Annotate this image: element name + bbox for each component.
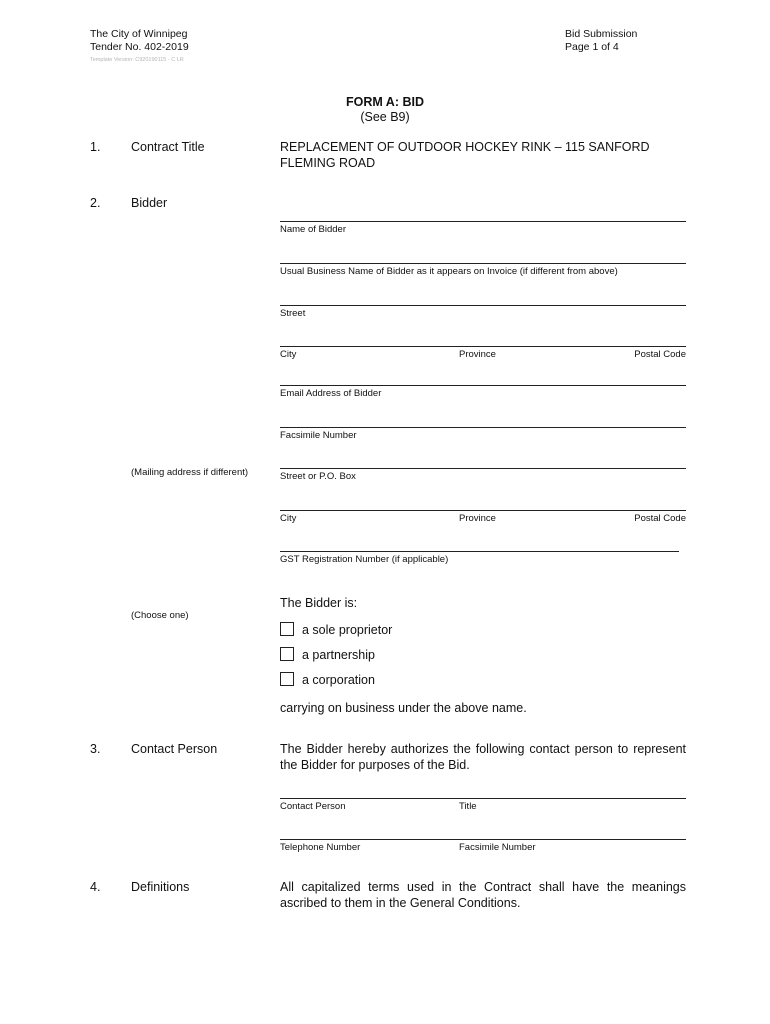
section-3-number: 3. bbox=[90, 742, 101, 756]
section-4-label: Definitions bbox=[131, 880, 190, 894]
title-label: Title bbox=[459, 801, 477, 812]
contact-person-title-field[interactable] bbox=[280, 798, 686, 799]
definitions-text: All capitalized terms used in the Contract shall have the meanings ascribed to them in the General Conditions. bbox=[280, 880, 686, 910]
section-2-label: Bidder bbox=[131, 196, 168, 210]
name-of-bidder-label: Name of Bidder bbox=[280, 224, 347, 235]
tender-number: Tender No. 402-2019 bbox=[90, 41, 189, 53]
facsimile-label: Facsimile Number bbox=[280, 430, 357, 441]
corporation-checkbox[interactable] bbox=[280, 672, 294, 686]
header-left bbox=[90, 28, 189, 54]
section-1-label: Contract Title bbox=[131, 140, 205, 154]
email-label: Email Address of Bidder bbox=[280, 388, 382, 399]
sole-proprietor-label: a sole proprietor bbox=[302, 623, 393, 637]
partnership-label: a partnership bbox=[302, 648, 375, 662]
contact-facsimile-label: Facsimile Number bbox=[459, 842, 536, 853]
contact-person-label: Contact Person bbox=[280, 801, 346, 812]
street-po-box-label: Street or P.O. Box bbox=[280, 471, 356, 482]
mailing-postal-code-label: Postal Code bbox=[634, 513, 686, 524]
street-field[interactable] bbox=[280, 305, 686, 306]
street-po-box-field[interactable] bbox=[280, 468, 686, 469]
contract-title-value: REPLACEMENT OF OUTDOOR HOCKEY RINK – 115 SANFORD FLEMING ROAD bbox=[280, 140, 650, 170]
mailing-city-label: City bbox=[280, 513, 297, 524]
facsimile-field[interactable] bbox=[280, 427, 686, 428]
telephone-label: Telephone Number bbox=[280, 842, 361, 853]
form-subtitle: (See B9) bbox=[360, 110, 410, 124]
city-name: The City of Winnipeg bbox=[90, 28, 188, 40]
carrying-on-business-text: carrying on business under the above name. bbox=[280, 701, 527, 715]
gst-field[interactable] bbox=[280, 551, 679, 552]
email-field[interactable] bbox=[280, 385, 686, 386]
city-province-postal-field[interactable] bbox=[280, 346, 686, 347]
section-2-number: 2. bbox=[90, 196, 101, 210]
page-number: Page 1 of 4 bbox=[565, 41, 619, 53]
city-label: City bbox=[280, 349, 297, 360]
mailing-city-province-postal-field[interactable] bbox=[280, 510, 686, 511]
mailing-province-label: Province bbox=[459, 513, 496, 524]
street-label: Street bbox=[280, 308, 306, 319]
name-of-bidder-field[interactable] bbox=[280, 221, 686, 222]
telephone-facsimile-field[interactable] bbox=[280, 839, 686, 840]
usual-business-name-field[interactable] bbox=[280, 263, 686, 264]
corporation-label: a corporation bbox=[302, 673, 375, 687]
section-3-label: Contact Person bbox=[131, 742, 218, 756]
postal-code-label: Postal Code bbox=[634, 349, 686, 360]
province-label: Province bbox=[459, 349, 496, 360]
bid-submission-label: Bid Submission bbox=[565, 28, 638, 40]
usual-business-name-label: Usual Business Name of Bidder as it appears on Invoice (if different from above) bbox=[280, 266, 618, 277]
bidder-is-label: The Bidder is: bbox=[280, 596, 358, 610]
section-1-number: 1. bbox=[90, 140, 101, 154]
header-right bbox=[565, 28, 637, 54]
choose-one-note: (Choose one) bbox=[131, 610, 189, 621]
contact-authorization-text: The Bidder hereby authorizes the following contact person to represent the Bidder for purposes of the Bid. bbox=[280, 742, 686, 772]
sole-proprietor-checkbox[interactable] bbox=[280, 622, 294, 636]
form-title: FORM A: BID bbox=[346, 95, 424, 109]
mailing-address-note: (Mailing address if different) bbox=[131, 467, 249, 478]
section-4-number: 4. bbox=[90, 880, 101, 894]
partnership-checkbox[interactable] bbox=[280, 647, 294, 661]
gst-label: GST Registration Number (if applicable) bbox=[280, 554, 449, 565]
template-version: Template Version: C920190115 - C LR bbox=[90, 57, 184, 63]
